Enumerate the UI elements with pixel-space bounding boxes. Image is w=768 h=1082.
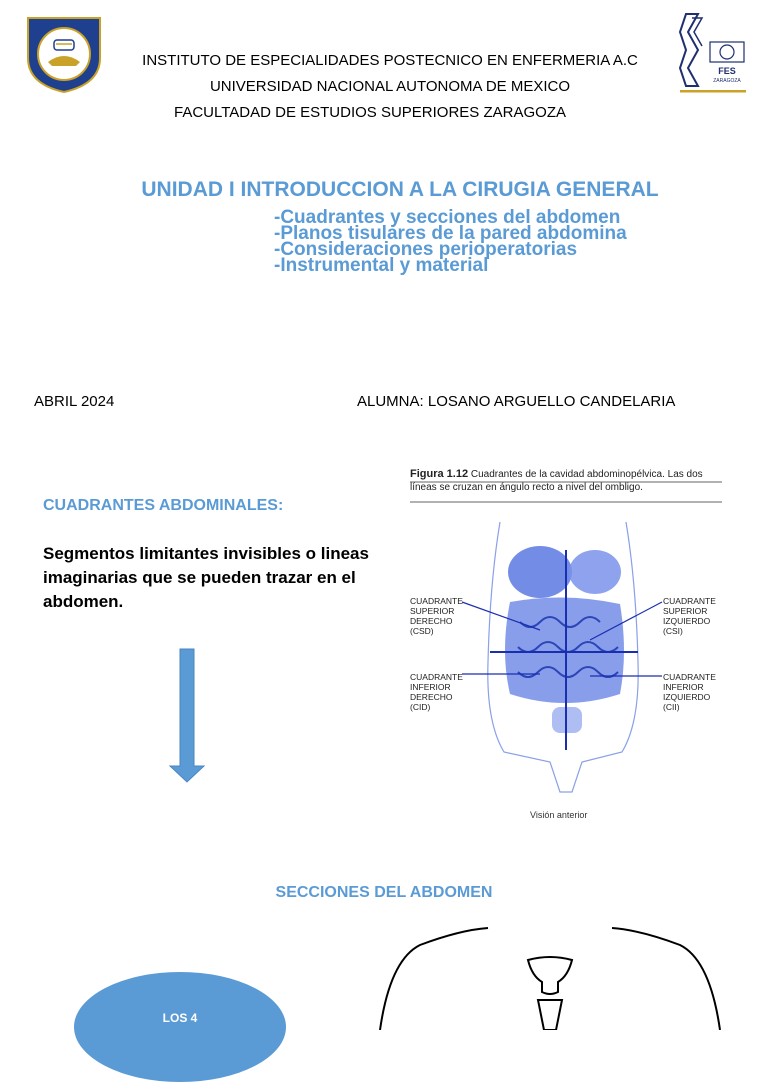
figure-caption: [410, 468, 730, 494]
label-csd: CUADRANTE SUPERIOR DERECHO (CSD): [410, 596, 463, 636]
header-institute-line: INSTITUTO DE ESPECIALIDADES POSTECNICO EN ENFERMERIA A.C: [142, 52, 638, 69]
label-cid: CUADRANTE INFERIOR DERECHO (CID): [410, 672, 463, 712]
abdominal-quadrants-figure: [400, 462, 740, 830]
unit-title: UNIDAD I INTRODUCCION A LA CIRUGIA GENERAL: [141, 178, 659, 201]
topic-item: -Instrumental y material: [274, 255, 489, 276]
down-arrow-icon: [168, 648, 206, 784]
fes-zaragoza-logo: [676, 12, 748, 94]
topic-list: [274, 207, 627, 276]
quadrants-description: Segmentos limitantes invisibles o lineas imaginarias que se pueden trazar en el abdomen.: [43, 544, 369, 611]
header-university-line: UNIVERSIDAD NACIONAL AUTONOMA DE MEXICO: [209, 78, 571, 95]
header-faculty-line: FACULTADAD DE ESTUDIOS SUPERIORES ZARAGOZA: [173, 104, 566, 121]
topic-item: -Cuadrantes y secciones del abdomen: [274, 207, 621, 228]
info-oval: [74, 972, 286, 1082]
sections-heading: SECCIONES DEL ABDOMEN: [275, 884, 493, 901]
institute-shield-logo: [24, 14, 104, 94]
topic-item: -Consideraciones perioperatorias: [274, 239, 578, 260]
torso-outline-drawing: [360, 920, 740, 1030]
figure-view-note: Visión anterior: [530, 810, 588, 820]
document-date: ABRIL 2024: [34, 393, 115, 410]
fes-logo-text: FES: [718, 66, 736, 76]
topic-item: -Planos tisulares de la pared abdomina: [274, 223, 627, 244]
fes-logo-subtext: ZARAGOZA: [713, 78, 741, 84]
student-name: ALUMNA: LOSANO ARGUELLO CANDELARIA: [357, 393, 676, 410]
quadrants-heading: CUADRANTES ABDOMINALES:: [43, 497, 284, 514]
oval-label: LOS 4: [162, 1011, 198, 1025]
label-csi: CUADRANTE SUPERIOR IZQUIERDO (CSI): [663, 596, 716, 636]
figure-number: Figura 1.12: [410, 468, 469, 480]
figure-caption-text: Cuadrantes de la cavidad abdominopélvica. Las dos líneas se cruzan en ángulo recto a nivel del ombligo.: [410, 469, 703, 493]
label-cii: CUADRANTE INFERIOR IZQUIERDO (CII): [663, 672, 716, 712]
